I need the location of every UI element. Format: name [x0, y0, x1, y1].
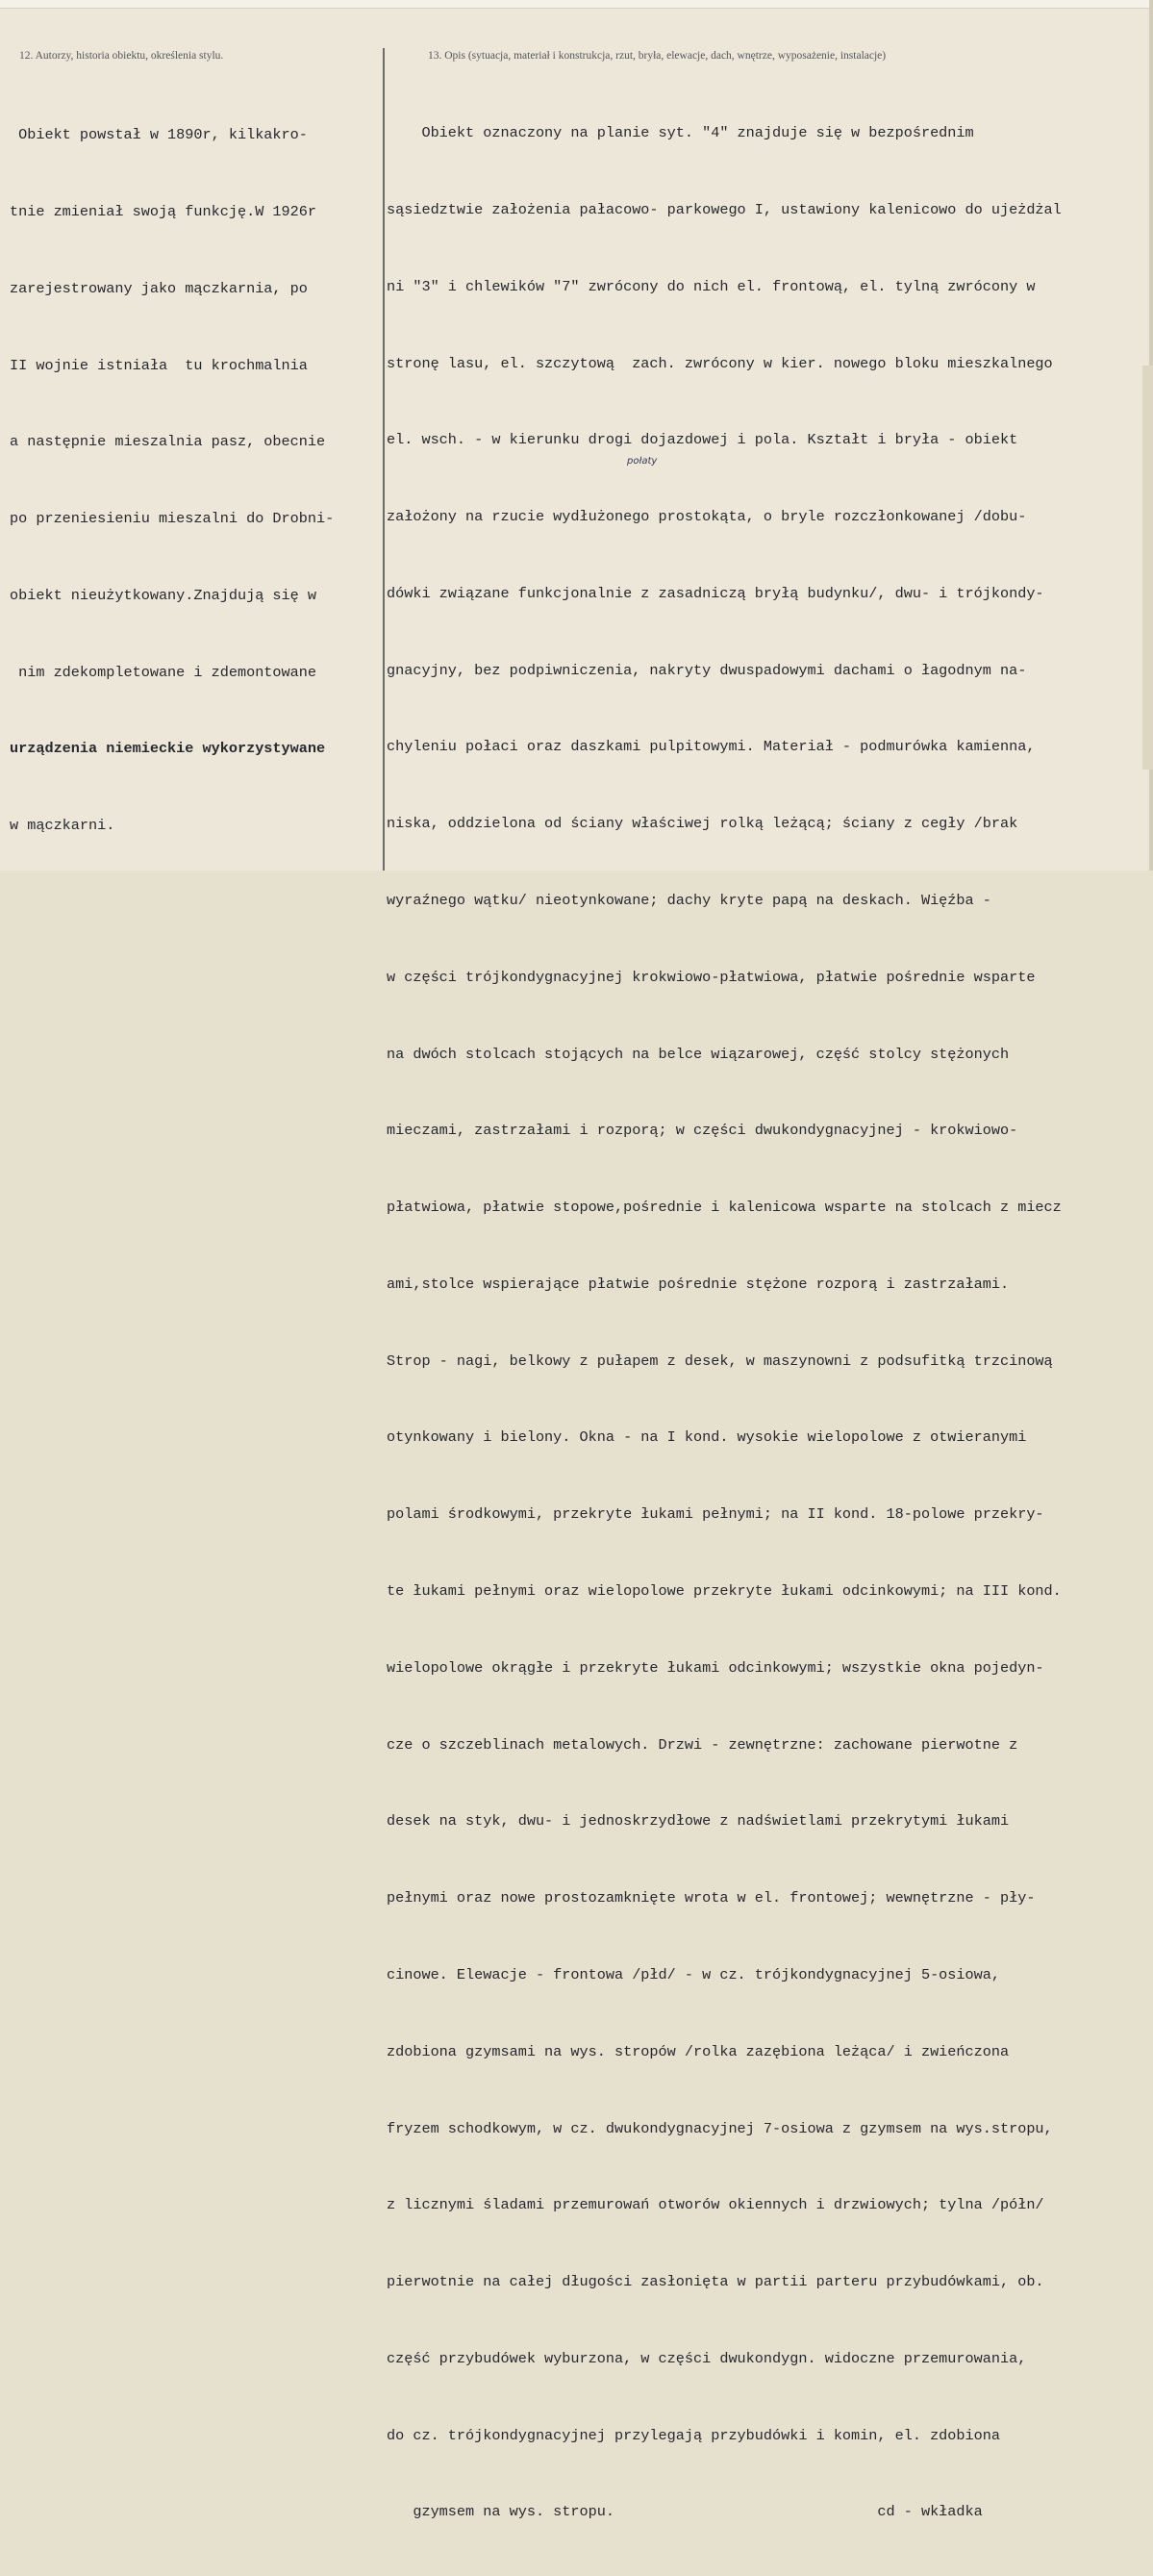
- paper-top-edge: [0, 0, 1153, 9]
- history-text: [10, 71, 334, 890]
- history-line: w mączkarni.: [10, 817, 115, 835]
- description-line: niska, oddzielona od ściany właściwej rolką leżącą; ściany z cegły /brak: [387, 815, 1018, 833]
- history-line: zarejestrowany jako mączkarnia, po: [10, 279, 308, 297]
- description-line: Strop - nagi, belkowy z pułapem z desek, w maszynowni z podsufitką trzcinową: [387, 1351, 1053, 1370]
- description-line: polami środkowymi, przekryte łukami pełnymi; na II kond. 18-polowe przekry-: [387, 1505, 1044, 1524]
- history-line: tnie zmieniał swoją funkcję.W 1926r: [10, 202, 316, 220]
- history-line: obiekt nieużytkowany.Znajdują się w: [10, 586, 316, 604]
- history-line: po przeniesieniu mieszalni do Drobni-: [10, 510, 335, 528]
- description-line: na dwóch stolcach stojących na belce wiązarowej, część stolcy stężonych: [387, 1045, 1010, 1063]
- description-line: założony na rzucie wydłużonego prostokąta, o bryle rozczłonkowanej /dobu-: [387, 508, 1027, 526]
- description-line: pełnymi oraz nowe prostozamknięte wrota w el. frontowej; wewnętrzne - pły-: [387, 1889, 1036, 1907]
- description-line: el. wsch. - w kierunku drogi dojazdowej i pola. Kształt i bryła - obiekt: [387, 431, 1018, 449]
- description-line: gnacyjny, bez podpiwniczenia, nakryty dwuspadowymi dachami o łagodnym na-: [387, 661, 1027, 679]
- history-line: nim zdekompletowane i zdemontowane: [10, 663, 316, 681]
- section-12-header: 12. Autorzy, historia obiektu, określenia stylu.: [19, 50, 224, 62]
- description-line: ni "3" i chlewików "7" zwrócony do nich el. frontową, el. tylną zwrócony w: [387, 277, 1036, 295]
- description-line: zdobiona gzymsami na wys. stropów /rolka zazębiona leżąca/ i zwieńczona: [387, 2042, 1010, 2060]
- description-line: desek na styk, dwu- i jednoskrzydłowe z nadświetlami przekrytymi łukami: [387, 1812, 1010, 1831]
- history-line: a następnie mieszalnia pasz, obecnie: [10, 433, 326, 451]
- description-line: fryzem schodkowym, w cz. dwukondygnacyjnej 7-osiowa z gzymsem na wys.stropu,: [387, 2119, 1053, 2137]
- description-line: te łukami pełnymi oraz wielopolowe przekryte łukami odcinkowymi; na III kond.: [387, 1582, 1062, 1601]
- description-text: [387, 69, 1062, 2576]
- description-line: w części trójkondygnacyjnej krokwiowo-płatwiowa, płatwie pośrednie wsparte: [387, 968, 1036, 986]
- column-divider: [383, 48, 385, 871]
- history-line: Obiekt powstał w 1890r, kilkakro-: [10, 126, 308, 144]
- history-line: urządzenia niemieckie wykorzystywane: [10, 740, 326, 758]
- description-line: mieczami, zastrzałami i rozporą; w części dwukondygnacyjnej - krokwiowo-: [387, 1122, 1018, 1140]
- description-line: Obiekt oznaczony na planie syt. "4" znajduje się w bezpośrednim: [387, 124, 974, 142]
- description-line: stronę lasu, el. szczytową zach. zwrócony w kier. nowego bloku mieszkalnego: [387, 354, 1053, 372]
- description-line: płatwiowa, płatwie stopowe,pośrednie i kalenicowa wsparte na stolcach z miecz: [387, 1199, 1062, 1217]
- description-line: cinowe. Elewacje - frontowa /płd/ - w cz. trójkondygnacyjnej 5-osiowa,: [387, 1965, 1000, 1983]
- description-line: chyleniu połaci oraz daszkami pulpitowymi. Materiał - podmurówka kamienna,: [387, 738, 1036, 756]
- description-line: gzymsem na wys. stropu. cd - wkładka: [387, 2503, 983, 2521]
- description-line: sąsiedztwie założenia pałacowo- parkowego I, ustawiony kalenicowo do ujeżdżal: [387, 200, 1062, 218]
- description-line: dówki związane funkcjonalnie z zasadniczą bryłą budynku/, dwu- i trójkondy-: [387, 584, 1044, 602]
- description-line: otynkowany i bielony. Okna - na I kond. wysokie wielopolowe z otwieranymi: [387, 1428, 1027, 1447]
- description-line: z licznymi śladami przemurowań otworów okiennych i drzwiowych; tylna /półn/: [387, 2196, 1044, 2214]
- description-line: pierwotnie na całej długości zasłonięta w partii parteru przybudówkami, ob.: [387, 2273, 1044, 2291]
- description-line: cze o szczeblinach metalowych. Drzwi - zewnętrzne: zachowane pierwotne z: [387, 1735, 1018, 1754]
- description-line: do cz. trójkondygnacyjnej przylegają przybudówki i komin, el. zdobiona: [387, 2426, 1000, 2444]
- description-line: wielopolowe okrągłe i przekryte łukami odcinkowymi; wszystkie okna pojedyn-: [387, 1658, 1044, 1677]
- paper-fold: [1142, 366, 1153, 770]
- description-line: ami,stolce wspierające płatwie pośrednie stężone rozporą i zastrzałami.: [387, 1275, 1010, 1293]
- handwritten-correction: połaty: [627, 456, 658, 467]
- description-line: wyraźnego wątku/ nieotynkowane; dachy kryte papą na deskach. Więźba -: [387, 892, 991, 909]
- section-13-header: 13. Opis (sytuacja, materiał i konstrukcja, rzut, bryła, elewacje, dach, wnętrze, wyposażenie, instalacje): [428, 50, 887, 62]
- description-line: część przybudówek wyburzona, w części dwukondygn. widoczne przemurowania,: [387, 2349, 1027, 2367]
- history-line: II wojnie istniała tu krochmalnia: [10, 356, 308, 374]
